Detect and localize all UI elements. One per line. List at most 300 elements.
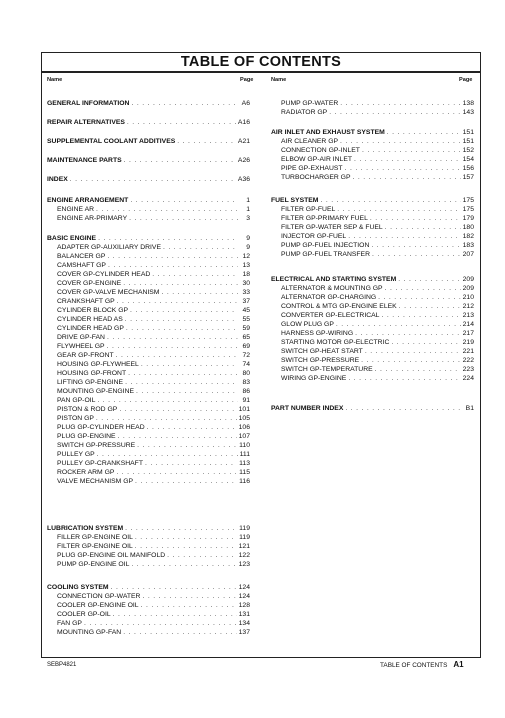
left-name-header: Name	[47, 77, 63, 83]
dot-leader	[399, 302, 461, 311]
dot-leader	[107, 342, 238, 351]
toc-entry[interactable]	[271, 137, 474, 146]
dot-leader	[354, 155, 461, 164]
toc-entry-name: GLOW PLUG GP	[281, 321, 334, 328]
toc-page-number: 69	[242, 343, 250, 350]
toc-entry-name: ALTERNATOR & MOUNTING GP	[281, 285, 383, 292]
toc-entry[interactable]	[271, 329, 474, 338]
toc-entry[interactable]	[271, 155, 474, 164]
toc-entry-name: LUBRICATION SYSTEM	[47, 525, 124, 532]
toc-entry[interactable]	[271, 108, 474, 117]
toc-page-number: 18	[242, 271, 250, 278]
toc-entry-name: TURBOCHARGER GP	[281, 174, 351, 181]
toc-entry-name: FILTER GP-FUEL	[281, 206, 336, 213]
toc-entry[interactable]	[271, 338, 474, 347]
toc-page-number: 175	[462, 206, 474, 213]
toc-page-number: 128	[238, 602, 250, 609]
toc-entry[interactable]	[47, 533, 250, 542]
dot-leader	[353, 173, 461, 182]
toc-page-number: 111	[239, 451, 250, 458]
toc-section[interactable]	[47, 99, 250, 108]
toc-entry-name: SUPPLEMENTAL COOLANT ADDITIVES	[47, 138, 176, 145]
toc-page-number: 131	[238, 611, 250, 618]
dot-leader	[125, 315, 238, 324]
toc-page-number: 37	[242, 298, 250, 305]
document-number: SEBP4821	[47, 662, 77, 668]
dot-leader	[387, 128, 461, 137]
toc-entry-name: WIRING GP-ENGINE	[281, 375, 347, 382]
toc-entry-name: FAN GP	[57, 620, 82, 627]
toc-entry[interactable]	[271, 302, 474, 311]
toc-entry-name: ELBOW GP-AIR INLET	[281, 156, 353, 163]
toc-entry-name: CONNECTION GP-INLET	[281, 147, 360, 154]
toc-page-number: 55	[242, 316, 250, 323]
toc-page-number: 13	[242, 262, 250, 269]
toc-entry-name: DRIVE GP-FAN	[57, 334, 105, 341]
toc-entry[interactable]	[47, 369, 250, 378]
toc-entry-name: COOLER GP-OIL	[57, 611, 111, 618]
toc-entry[interactable]	[271, 164, 474, 173]
toc-entry[interactable]	[47, 601, 250, 610]
dot-leader	[398, 275, 460, 284]
toc-entry[interactable]	[47, 551, 250, 560]
toc-entry-name: PLUG GP-CYLINDER HEAD	[57, 424, 145, 431]
toc-page-number: 217	[462, 330, 474, 337]
toc-entry[interactable]	[271, 223, 474, 232]
toc-page-number: 1	[246, 197, 250, 204]
dot-leader	[329, 108, 460, 117]
right-page-header: Page	[459, 77, 473, 83]
toc-page-number: 65	[242, 334, 250, 341]
toc-page-number: 107	[238, 433, 250, 440]
dot-leader	[117, 297, 238, 306]
dot-leader	[137, 441, 237, 450]
toc-page-number: 12	[242, 253, 250, 260]
toc-entry-name: COOLING SYSTEM	[47, 584, 109, 591]
dot-leader	[145, 459, 237, 468]
toc-entry-name: COOLER GP-ENGINE OIL	[57, 602, 139, 609]
dot-leader	[375, 365, 461, 374]
toc-entry[interactable]	[47, 560, 250, 569]
toc-page-number: 30	[242, 280, 250, 287]
toc-page-number: 116	[239, 478, 250, 485]
toc-entry-name: HARNESS GP-WIRING	[281, 330, 354, 337]
toc-page-number: 137	[238, 629, 250, 636]
footer-page-number: A1	[453, 660, 464, 669]
toc-page-number: 113	[239, 460, 250, 467]
toc-page-number: 151	[462, 138, 474, 145]
toc-entry-name: CYLINDER BLOCK GP	[57, 307, 129, 314]
toc-section[interactable]	[47, 524, 250, 533]
toc-page-number: 110	[239, 442, 250, 449]
toc-page-number: A16	[237, 119, 250, 126]
toc-page-number: 219	[462, 339, 474, 346]
toc-page-number: 3	[246, 215, 250, 222]
toc-entry-name: MOUNTING GP-ENGINE	[57, 388, 135, 395]
toc-page-number: 138	[462, 100, 474, 107]
toc-entry[interactable]	[47, 441, 250, 450]
toc-entry-name: PLUG GP-ENGINE	[57, 433, 116, 440]
toc-entry[interactable]	[47, 423, 250, 432]
toc-page-number: 83	[242, 379, 250, 386]
toc-entry[interactable]	[47, 450, 250, 459]
toc-entry-name: PISTON GP	[57, 415, 94, 422]
toc-page-number: 175	[462, 197, 474, 204]
toc-page-number: A6	[241, 100, 250, 107]
toc-page-number: A26	[237, 157, 250, 164]
toc-page-number: A21	[237, 138, 250, 145]
dot-leader	[97, 396, 238, 405]
dot-leader	[141, 360, 238, 369]
toc-entry[interactable]	[271, 241, 474, 250]
toc-entry-name: COVER GP-ENGINE	[57, 280, 122, 287]
toc-entry[interactable]	[47, 279, 250, 288]
toc-entry[interactable]	[47, 459, 250, 468]
toc-entry[interactable]	[47, 405, 250, 414]
dot-leader	[348, 232, 460, 241]
toc-entry-name: PISTON & ROD GP	[57, 406, 118, 413]
toc-page-number: 91	[242, 397, 250, 404]
toc-entry[interactable]	[47, 477, 250, 486]
dot-leader	[125, 378, 238, 387]
right-name-header: Name	[271, 77, 287, 83]
toc-entry-name: MAINTENANCE PARTS	[47, 157, 122, 164]
toc-entry[interactable]	[47, 252, 250, 261]
footer-section-label: TABLE OF CONTENTS	[380, 662, 448, 669]
toc-entry-name: BALANCER GP	[57, 253, 106, 260]
toc-entry[interactable]	[47, 306, 250, 315]
dot-leader	[127, 118, 236, 127]
dot-leader	[177, 137, 236, 146]
toc-entry[interactable]	[271, 205, 474, 214]
dot-leader	[370, 214, 461, 223]
toc-entry[interactable]	[271, 146, 474, 155]
toc-entry-name: GEAR GP-FRONT	[57, 352, 114, 359]
toc-page-number: 151	[462, 129, 474, 136]
toc-entry-name: CYLINDER HEAD AS	[57, 316, 123, 323]
toc-entry[interactable]	[47, 387, 250, 396]
toc-section[interactable]	[271, 196, 474, 205]
toc-entry-name: COVER GP-CYLINDER HEAD	[57, 271, 151, 278]
dot-leader	[124, 156, 236, 165]
dot-leader	[385, 223, 461, 232]
dot-leader	[372, 250, 461, 259]
toc-section[interactable]	[47, 196, 250, 205]
dot-leader	[152, 270, 238, 279]
toc-page-number: 143	[462, 109, 474, 116]
toc-page-number: 213	[462, 312, 474, 319]
toc-entry-name: FLYWHEEL GP	[57, 343, 105, 350]
toc-page-number: 119	[239, 534, 250, 541]
toc-page-number: B1	[465, 405, 474, 412]
dot-leader	[113, 610, 237, 619]
toc-entry-name: PAN GP-OIL	[57, 397, 96, 404]
dot-leader	[371, 241, 460, 250]
toc-entry[interactable]	[47, 333, 250, 342]
toc-entry-name: CONVERTER GP-ELECTRICAL	[281, 312, 380, 319]
title-divider	[41, 71, 481, 73]
dot-leader	[167, 551, 237, 560]
toc-entry-name: PLUG GP-ENGINE OIL MANIFOLD	[57, 552, 166, 559]
toc-entry-name: FUEL SYSTEM	[271, 197, 319, 204]
toc-entry[interactable]	[47, 592, 250, 601]
dot-leader	[130, 196, 238, 205]
toc-page-number: 210	[462, 294, 474, 301]
footer-section	[380, 660, 464, 670]
toc-entry[interactable]	[47, 610, 250, 619]
toc-page-number: 224	[462, 375, 474, 382]
toc-entry[interactable]	[47, 324, 250, 333]
toc-entry-name: FILTER GP-WATER SEP & FUEL	[281, 224, 383, 231]
toc-entry-name: ALTERNATOR GP-CHARGING	[281, 294, 377, 301]
dot-leader	[337, 205, 460, 214]
toc-entry-name: RADIATOR GP	[281, 109, 328, 116]
dot-leader	[123, 279, 238, 288]
toc-page-number: 123	[238, 561, 250, 568]
dot-leader	[116, 351, 238, 360]
toc-entry-name: COVER GP-VALVE MECHANISM	[57, 289, 160, 296]
toc-entry[interactable]	[271, 99, 474, 108]
toc-page-number: 80	[242, 370, 250, 377]
toc-page-number: 1	[246, 206, 250, 213]
toc-entry-name: PART NUMBER INDEX	[271, 405, 344, 412]
dot-leader	[348, 374, 460, 383]
dot-leader	[119, 405, 236, 414]
toc-entry-name: ROCKER ARM GP	[57, 469, 115, 476]
toc-page-number: 33	[242, 289, 250, 296]
toc-entry[interactable]	[47, 243, 250, 252]
toc-entry-name: ELECTRICAL AND STARTING SYSTEM	[271, 276, 397, 283]
toc-entry-name: ENGINE AR-PRIMARY	[57, 215, 128, 222]
page-title: TABLE OF CONTENTS	[180, 54, 342, 70]
dot-leader	[125, 524, 237, 533]
toc-page-number: 101	[238, 406, 250, 413]
toc-entry[interactable]	[47, 297, 250, 306]
toc-page-number: 209	[462, 276, 474, 283]
dot-leader	[97, 450, 238, 459]
dot-leader	[136, 387, 238, 396]
dot-leader	[142, 592, 236, 601]
toc-entry-name: MOUNTING GP-FAN	[57, 629, 122, 636]
toc-entry[interactable]	[47, 542, 250, 551]
toc-page-number: 59	[242, 325, 250, 332]
toc-page-number: 154	[462, 156, 474, 163]
dot-leader	[96, 205, 238, 214]
toc-entry-name: PULLEY GP-CRANKSHAFT	[57, 460, 143, 467]
toc-entry[interactable]	[47, 342, 250, 351]
toc-page-number: 124	[238, 584, 250, 591]
toc-entry[interactable]	[271, 374, 474, 383]
dot-leader	[111, 583, 237, 592]
toc-page-number: 221	[462, 348, 474, 355]
dot-leader	[163, 243, 238, 252]
toc-page-number: A36	[237, 176, 250, 183]
toc-entry-name: ENGINE ARRANGEMENT	[47, 197, 129, 204]
toc-entry[interactable]	[47, 628, 250, 637]
dot-leader	[345, 164, 461, 173]
toc-section[interactable]	[47, 583, 250, 592]
dot-leader	[320, 196, 460, 205]
dot-leader	[355, 329, 461, 338]
toc-entry-name: SWITCH GP-PRESSURE	[281, 357, 360, 364]
toc-section[interactable]	[271, 404, 474, 413]
dot-leader	[107, 333, 238, 342]
toc-section[interactable]	[47, 234, 250, 243]
dot-leader	[365, 347, 461, 356]
toc-entry-name: ENGINE AR	[57, 206, 95, 213]
toc-entry-name: PIPE GP-EXHAUST	[281, 165, 343, 172]
dot-leader	[118, 432, 237, 441]
toc-entry[interactable]	[271, 311, 474, 320]
dot-leader	[107, 252, 238, 261]
toc-entry[interactable]	[47, 396, 250, 405]
toc-section[interactable]	[271, 275, 474, 284]
toc-entry-name: HOUSING GP-FRONT	[57, 370, 127, 377]
dot-leader	[116, 468, 237, 477]
toc-entry[interactable]	[47, 261, 250, 270]
toc-entry[interactable]	[47, 288, 250, 297]
dot-leader	[96, 414, 237, 423]
toc-section[interactable]	[271, 128, 474, 137]
toc-page-number: 152	[462, 147, 474, 154]
toc-entry[interactable]	[271, 173, 474, 182]
toc-page-number: 156	[462, 165, 474, 172]
dot-leader	[362, 146, 461, 155]
toc-entry-name: HOUSING GP-FLYWHEEL	[57, 361, 139, 368]
dot-leader	[361, 356, 460, 365]
dot-leader	[98, 234, 238, 243]
toc-page-number: 122	[238, 552, 250, 559]
dot-leader	[129, 214, 238, 223]
dot-leader	[345, 404, 462, 413]
toc-entry[interactable]	[47, 378, 250, 387]
toc-entry-name: INDEX	[47, 176, 68, 183]
dot-leader	[131, 99, 238, 108]
toc-entry[interactable]	[271, 356, 474, 365]
toc-entry[interactable]	[47, 360, 250, 369]
dot-leader	[381, 311, 460, 320]
toc-entry-name: STARTING MOTOR GP-ELECTRIC	[281, 339, 390, 346]
toc-entry[interactable]	[47, 315, 250, 324]
toc-entry[interactable]	[47, 414, 250, 423]
toc-entry-name: PUMP GP-FUEL TRANSFER	[281, 251, 371, 258]
toc-entry[interactable]	[47, 468, 250, 477]
toc-entry-name: FILTER GP-ENGINE OIL	[57, 543, 133, 550]
toc-section[interactable]	[47, 137, 250, 146]
toc-entry[interactable]	[47, 214, 250, 223]
toc-page-number: 214	[462, 321, 474, 328]
toc-page-number: 223	[462, 366, 474, 373]
toc-entry-name: ADAPTER GP-AUXILIARY DRIVE	[57, 244, 161, 251]
toc-page-number: 212	[462, 303, 474, 310]
dot-leader	[70, 175, 236, 184]
toc-entry[interactable]	[271, 347, 474, 356]
toc-entry-name: PUMP GP-WATER	[281, 100, 339, 107]
toc-page-number: 105	[238, 415, 250, 422]
toc-entry-name: REPAIR ALTERNATIVES	[47, 119, 125, 126]
dot-leader	[340, 99, 460, 108]
dot-leader	[130, 306, 238, 315]
toc-entry[interactable]	[271, 284, 474, 293]
toc-entry[interactable]	[271, 365, 474, 374]
dot-leader	[135, 477, 237, 486]
left-page-header: Page	[240, 77, 254, 83]
toc-section[interactable]	[47, 156, 250, 165]
toc-entry-name: BASIC ENGINE	[47, 235, 97, 242]
toc-section[interactable]	[47, 175, 250, 184]
toc-page-number: 9	[246, 235, 250, 242]
toc-page-number: 183	[462, 242, 474, 249]
dot-leader	[336, 320, 461, 329]
toc-entry-name: CYLINDER HEAD GP	[57, 325, 124, 332]
toc-entry-name: CONTROL & MTG GP-ENGINE ELEK	[281, 303, 397, 310]
toc-entry-name: CONNECTION GP-WATER	[57, 593, 141, 600]
dot-leader	[84, 619, 237, 628]
toc-entry-name: INJECTOR GP-FUEL	[281, 233, 347, 240]
dot-leader	[135, 542, 237, 551]
toc-page-number: 74	[242, 361, 250, 368]
toc-page-number: 182	[462, 233, 474, 240]
toc-entry[interactable]	[271, 214, 474, 223]
toc-page-number: 207	[462, 251, 474, 258]
toc-page-number: 119	[239, 525, 250, 532]
dot-leader	[131, 560, 236, 569]
dot-leader	[147, 423, 237, 432]
toc-page-number: 134	[238, 620, 250, 627]
toc-page-number: 157	[462, 174, 474, 181]
dot-leader	[123, 628, 236, 637]
toc-entry[interactable]	[47, 619, 250, 628]
toc-page-number: 45	[242, 307, 250, 314]
dot-leader	[378, 293, 460, 302]
toc-entry-name: AIR INLET AND EXHAUST SYSTEM	[271, 129, 385, 136]
toc-entry-name: SWITCH GP-PRESSURE	[57, 442, 136, 449]
toc-entry[interactable]	[47, 270, 250, 279]
toc-entry[interactable]	[47, 205, 250, 214]
toc-entry[interactable]	[271, 293, 474, 302]
toc-entry-name: AIR CLEANER GP	[281, 138, 339, 145]
toc-entry-name: PUMP GP-FUEL INJECTION	[281, 242, 370, 249]
toc-entry-name: SWITCH GP-HEAT START	[281, 348, 363, 355]
toc-page-number: 222	[462, 357, 474, 364]
toc-entry[interactable]	[47, 351, 250, 360]
dot-leader	[385, 284, 461, 293]
toc-entry-name: LIFTING GP-ENGINE	[57, 379, 124, 386]
toc-entry[interactable]	[271, 250, 474, 259]
toc-page-number: 180	[462, 224, 474, 231]
dot-leader	[141, 601, 237, 610]
toc-entry[interactable]	[271, 232, 474, 241]
toc-page-number: 179	[462, 215, 474, 222]
dot-leader	[108, 261, 238, 270]
toc-page-number: 9	[246, 244, 250, 251]
toc-entry-name: FILLER GP-ENGINE OIL	[57, 534, 133, 541]
toc-page-number: 86	[242, 388, 250, 395]
toc-section[interactable]	[47, 118, 250, 127]
toc-entry-name: VALVE MECHANISM GP	[57, 478, 134, 485]
dot-leader	[391, 338, 460, 347]
toc-entry[interactable]	[271, 320, 474, 329]
toc-entry[interactable]	[47, 432, 250, 441]
toc-entry-name: FILTER GP-PRIMARY FUEL	[281, 215, 368, 222]
toc-page-number: 124	[238, 593, 250, 600]
toc-entry-name: CAMSHAFT GP	[57, 262, 106, 269]
dot-leader	[126, 324, 238, 333]
toc-entry-name: GENERAL INFORMATION	[47, 100, 130, 107]
toc-entry-name: SWITCH GP-TEMPERATURE	[281, 366, 373, 373]
dot-leader	[340, 137, 461, 146]
toc-page-number: 72	[242, 352, 250, 359]
